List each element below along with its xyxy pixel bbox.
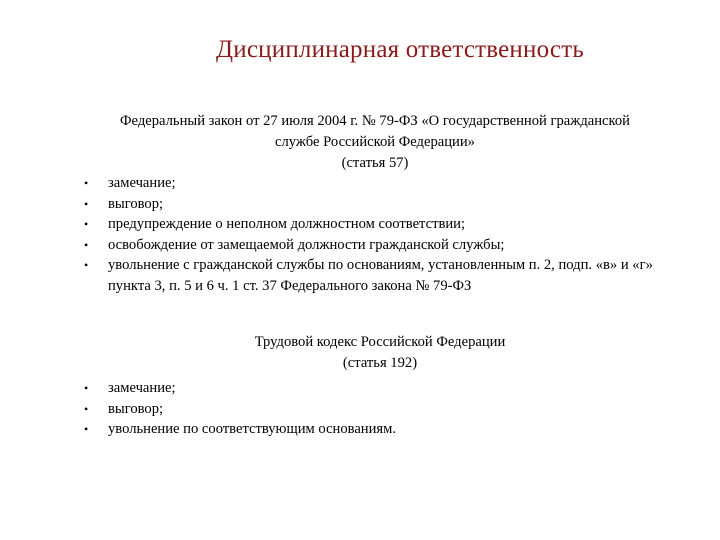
list-item — [0, 399, 698, 420]
list-item-text: замечание; — [108, 175, 176, 191]
list-item — [0, 173, 698, 194]
list-item-text: увольнение по соответствующим основаниям. — [108, 421, 397, 437]
federal-law-heading — [90, 111, 660, 174]
bullet-icon: • — [84, 176, 89, 190]
labor-code-heading — [240, 332, 520, 374]
list-item-text: выговор; — [108, 195, 164, 212]
bullet-icon: • — [84, 196, 89, 211]
bullet-icon: • — [84, 401, 89, 416]
bullet-icon: • — [84, 237, 89, 252]
bullet-icon: • — [84, 217, 89, 231]
list-item — [0, 419, 698, 440]
federal-law-penalties-list — [0, 173, 698, 296]
list-item-text: предупреждение о неполном должностном соответствии; — [108, 216, 466, 232]
list-item — [0, 214, 698, 235]
bullet-icon: • — [84, 258, 89, 272]
bullet-icon: • — [84, 381, 89, 395]
list-item-text: замечание; — [108, 380, 176, 396]
labor-code-heading-line-2: (статья 192) — [342, 355, 418, 371]
list-item — [0, 194, 698, 215]
slide-title: Дисциплинарная ответственность — [216, 36, 584, 63]
list-item-text: освобождение от замещаемой должности гражданской службы; — [108, 236, 505, 253]
federal-law-heading-line-2: службе Российской Федерации» — [275, 134, 475, 150]
labor-code-heading-line-1: Трудовой кодекс Российской Федерации — [254, 334, 506, 350]
bullet-icon: • — [84, 422, 89, 436]
list-item-text: выговор; — [108, 400, 164, 417]
federal-law-heading-line-3: (статья 57) — [341, 155, 409, 171]
list-item — [0, 378, 698, 399]
federal-law-heading-line-1: Федеральный закон от 27 июля 2004 г. № 79-ФЗ «О государственной гражданской — [120, 113, 630, 129]
list-item — [0, 255, 698, 296]
labor-code-penalties-list — [0, 378, 698, 440]
list-item — [0, 235, 698, 256]
list-item-text: увольнение с гражданской службы по основаниям, установленным п. 2, подп. «в» и «г» пункта 3, п. 5 и 6 ч. 1 ст. 37 Федерального закона № 79-ФЗ — [108, 257, 653, 294]
